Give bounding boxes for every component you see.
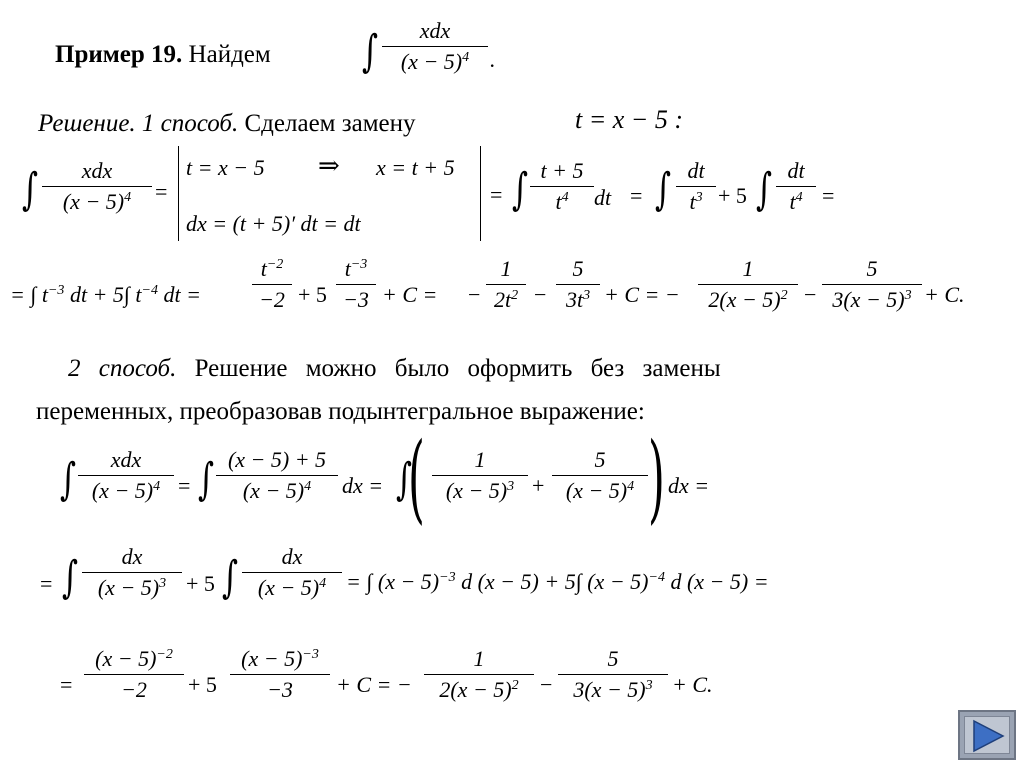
- plus-five: + 5: [298, 282, 327, 307]
- line2-frac6: 5 $3(x - 5)^3$: [822, 256, 922, 313]
- subst-row1-left: t = x − 5: [186, 155, 265, 180]
- line4-frac1: dx $(x - 5)^3$: [82, 544, 182, 601]
- line3-frac4: 5 $(x - 5)^4$: [552, 447, 648, 504]
- equals: =: [178, 473, 191, 498]
- line2-frac5: 1 $2(x - 5)^2$: [698, 256, 798, 313]
- integral-sign: ∫: [655, 164, 672, 215]
- left-paren: (: [408, 422, 425, 534]
- solution-intro: Решение. 1 способ. Сделаем замену: [38, 110, 416, 137]
- implies-arrow: ⇒: [318, 151, 340, 180]
- equals: =: [155, 179, 168, 204]
- line4-frac2: dx $(x - 5)^4$: [242, 544, 342, 601]
- integral-sign: ∫: [396, 454, 413, 505]
- line1-fraction: xdx $(x - 5)^4$: [42, 158, 152, 215]
- equals: =: [60, 672, 73, 697]
- equals: =: [822, 183, 835, 208]
- line3-frac2: (x − 5) + 5 $(x - 5)^4$: [216, 447, 338, 504]
- line5-frac2: $(x - 5)^{-3}$ −3: [230, 646, 330, 703]
- plus-c-equals: + C = −: [336, 672, 412, 697]
- integral-sign: ∫: [222, 552, 239, 603]
- plus-c: + C =: [382, 282, 438, 307]
- substitution-formula: t = x − 5 :: [575, 105, 684, 134]
- integral-sign: ∫: [362, 26, 379, 77]
- final-c: + C.: [924, 282, 965, 307]
- equals: =: [40, 571, 53, 596]
- line2-frac4: 5 $3t^3$: [556, 256, 600, 313]
- equals: =: [630, 183, 643, 208]
- right-paren: ): [648, 422, 665, 534]
- line5-frac3: 1 $2(x - 5)^2$: [424, 646, 534, 703]
- final-c: + C.: [672, 672, 713, 697]
- example-label: Пример 19.: [55, 41, 183, 68]
- line2-frac1: $t^{-2}$ −2: [252, 256, 292, 313]
- example-text: Найдем: [188, 41, 271, 68]
- plus-c-equals: + C = −: [604, 282, 680, 307]
- method2-line2: переменных, преобразовав подынтегральное выражение:: [36, 398, 645, 425]
- next-slide-button[interactable]: [958, 710, 1016, 760]
- play-triangle-icon: [970, 719, 1006, 753]
- method2-line1: 2 способ. Решение можно было оформить без замены: [68, 355, 721, 382]
- line1-frac-dt-t4: dt $t^4$: [776, 158, 816, 215]
- integral-sign: ∫: [756, 164, 773, 215]
- dx-equals: dx =: [342, 473, 384, 498]
- title-period: .: [490, 47, 496, 72]
- integral-sign: ∫: [62, 552, 79, 603]
- integral-sign: ∫: [60, 454, 77, 505]
- line2-frac3: 1 $2t^2$: [486, 256, 526, 313]
- line5-frac1: $(x - 5)^{-2}$ −2: [84, 646, 184, 703]
- dx-equals: dx =: [668, 473, 710, 498]
- minus: −: [534, 282, 547, 307]
- minus: −: [804, 282, 817, 307]
- subst-bar-right: [480, 146, 481, 241]
- plus-five: + 5: [718, 183, 747, 208]
- minus: −: [540, 672, 553, 697]
- plus-five: + 5: [188, 672, 217, 697]
- minus: −: [468, 282, 481, 307]
- line3-frac3: 1 $(x - 5)^3$: [432, 447, 528, 504]
- line3-frac1: xdx $(x - 5)^4$: [78, 447, 174, 504]
- subst-row1-right: x = t + 5: [376, 155, 455, 180]
- equals: =: [490, 182, 503, 207]
- integral-sign: ∫: [512, 164, 529, 215]
- line1-frac-dt-t3: dt $t^3$: [676, 158, 716, 215]
- line4-rest: = ∫ $(x - 5)^{-3}$ d (x − 5) + 5∫ $(x - 5)^{-4}$ d (x − 5) =: [346, 569, 769, 594]
- title-fraction: xdx $(x - 5)^4$: [382, 18, 488, 75]
- subst-bar-left: [178, 146, 179, 241]
- subst-row2: dx = (t + 5)′ dt = dt: [186, 211, 361, 236]
- line2-frac2: $t^{-3}$ −3: [336, 256, 376, 313]
- example-title: [55, 41, 271, 69]
- line1-rhs-fraction: t + 5 $t^4$: [530, 158, 594, 215]
- integral-sign: ∫: [22, 164, 39, 215]
- line2-start: = ∫ $t^{-3}$ dt + 5∫ $t^{-4}$ dt =: [10, 282, 201, 307]
- integral-sign: ∫: [198, 454, 215, 505]
- line5-frac4: 5 $3(x - 5)^3$: [558, 646, 668, 703]
- plus-five: + 5: [186, 571, 215, 596]
- dt-label: dt: [594, 185, 612, 210]
- plus: +: [532, 473, 545, 498]
